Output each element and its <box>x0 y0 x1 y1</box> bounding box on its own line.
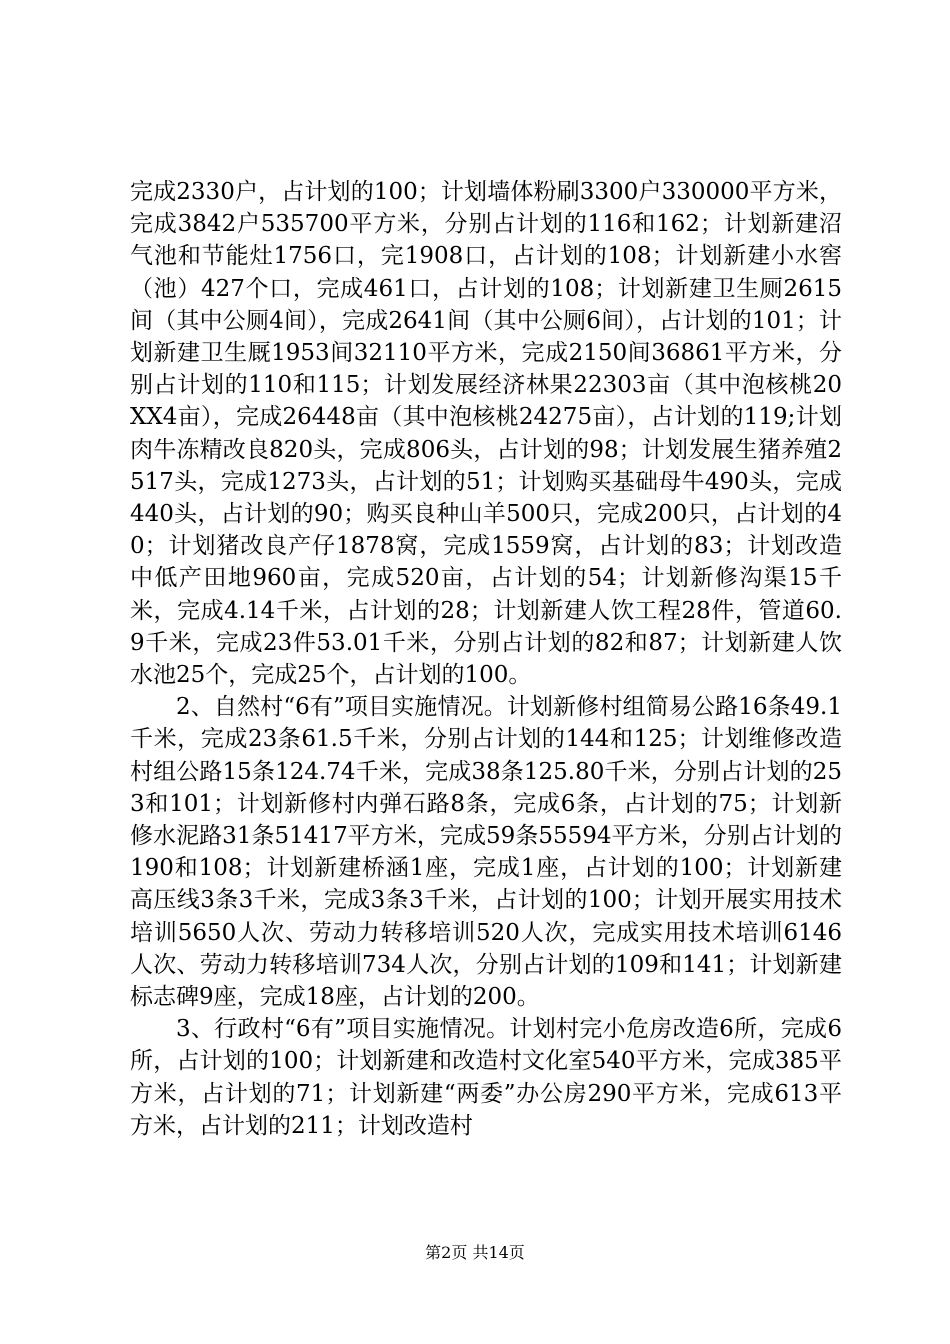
paragraph-1: 完成2330户，占计划的100；计划墙体粉刷3300户330000平方米，完成3842户535700平方米，分别占计划的116和162；计划新建沼气池和节能灶1756口，完1908口，占计划的108；计划新建小水窖（池）427个口，完成461口，占计划的108；计划新建卫生厕2615间（其中公厕4间），完成2641间（其中公厕6间），占计划的101；计划新建卫生厩1953间32110平方米，完成2150间36861平方米，分别占计划的110和115；计划发展经济林果22303亩（其中泡核桃20XX4亩），完成26448亩（其中泡核桃24275亩），占计划的119;计划肉牛冻精改良820头，完成806头，占计划的98；计划发展生猪养殖2517头，完成1273头，占计划的51；计划购买基础母牛490头，完成440头，占计划的90；购买良种山羊500只，完成200只，占计划的40；计划猪改良产仔1878窝，完成1559窝，占计划的83；计划改造中低产田地960亩，完成520亩，占计划的54；计划新修沟渠15千米，完成4.14千米，占计划的28；计划新建人饮工程28件，管道60.9千米，完成23件53.01千米，分别占计划的82和87；计划新建人饮水池25个，完成25个，占计划的100。 <box>130 179 842 689</box>
paragraph-2: 2、自然村“6有”项目实施情况。计划新修村组简易公路16条49.1千米，完成23条61.5千米，分别占计划的144和125；计划维修改造村组公路15条124.74千米，完成38条125.80千米，分别占计划的253和101；计划新修村内弹石路8条，完成6条，占计划的75；计划新修水泥路31条51417平方米，完成59条55594平方米，分别占计划的190和108；计划新建桥涵1座，完成1座，占计划的100；计划新建高压线3条3千米，完成3条3千米，占计划的100；计划开展实用技术培训5650人次、劳动力转移培训520人次，完成实用技术培训6146人次、劳动力转移培训734人次，分别占计划的109和141；计划新建标志碑9座，完成18座，占计划的200。 <box>130 694 842 1011</box>
paragraph-3: 3、行政村“6有”项目实施情况。计划村完小危房改造6所，完成6所，占计划的100；计划新建和改造村文化室540平方米，完成385平方米，占计划的71；计划新建“两委”办公房290平方米，完成613平方米，占计划的211；计划改造村 <box>130 1016 842 1139</box>
document-body <box>130 176 842 1142</box>
page-footer: 第2页 共14页 <box>425 1243 525 1262</box>
